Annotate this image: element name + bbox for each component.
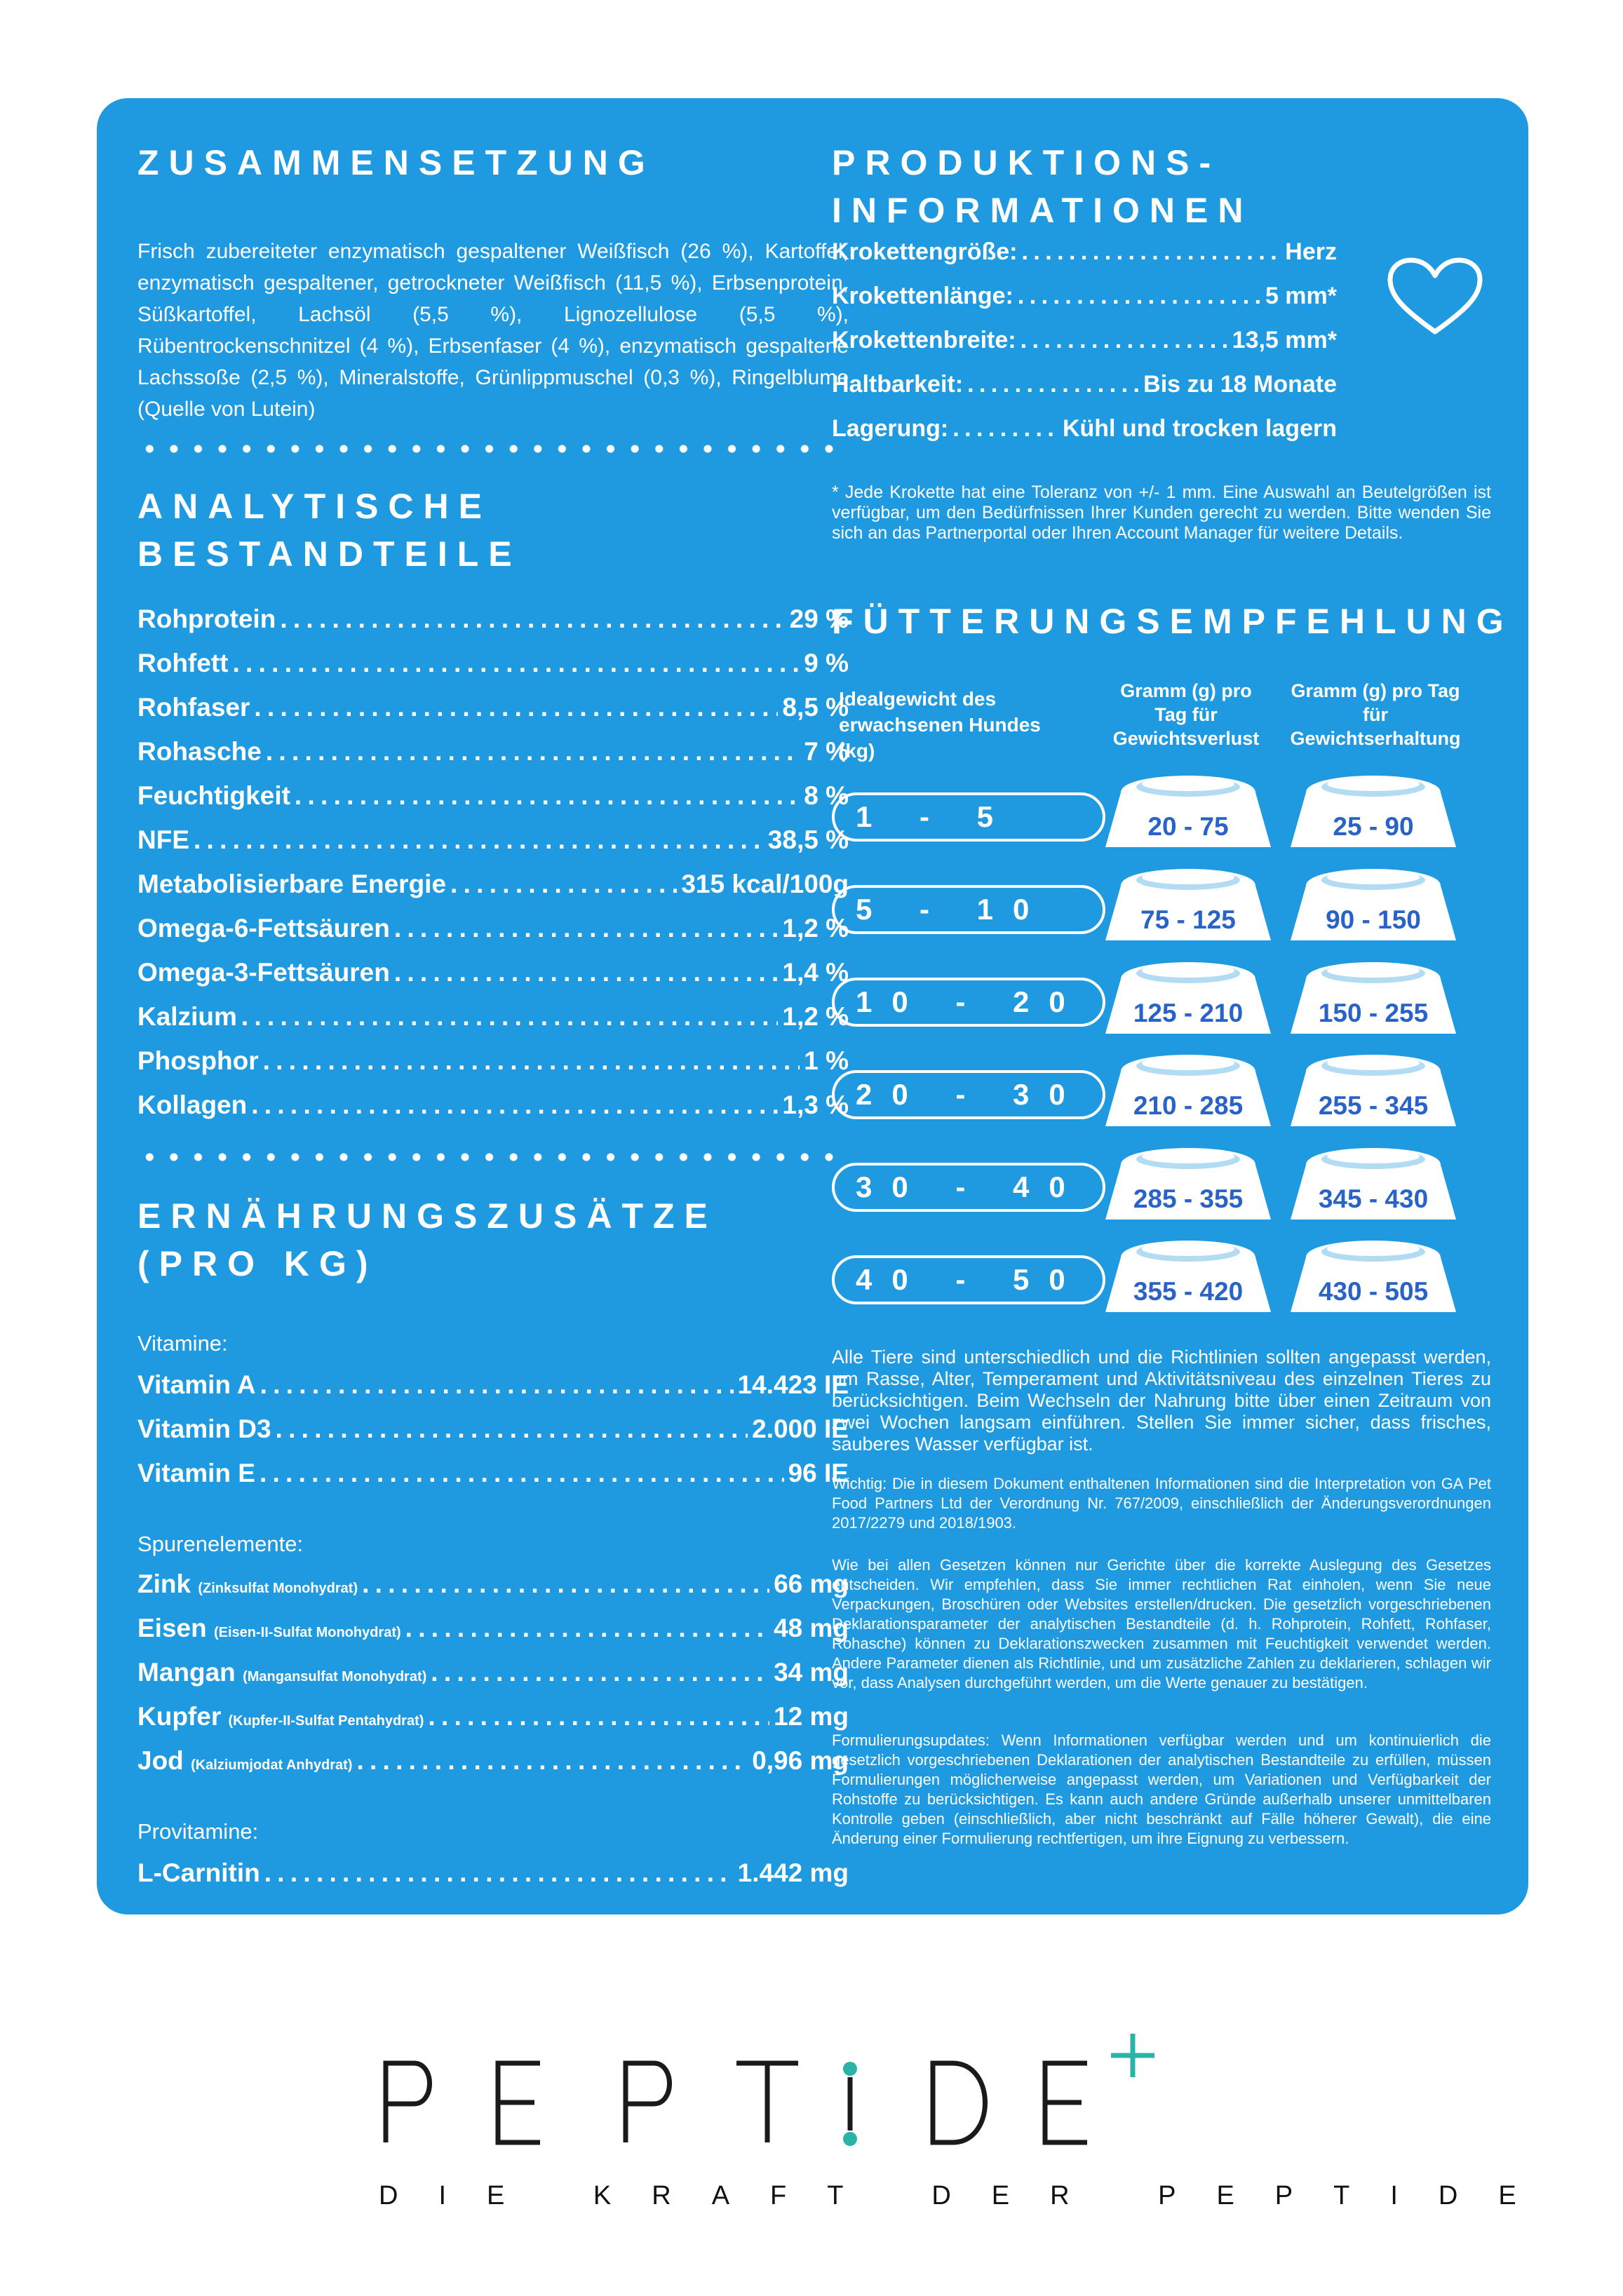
bowl-icon xyxy=(1105,859,1271,942)
bowl-icon xyxy=(1291,766,1456,849)
analytical-label: Kalzium xyxy=(137,1002,237,1031)
provitamin-label: L-Carnitin xyxy=(137,1858,260,1887)
trace-note: (Zinksulfat Monohydrat) xyxy=(198,1581,358,1596)
feeding-weight: 10 - 20 xyxy=(856,985,1085,1018)
trace-name: Kupfer xyxy=(137,1702,222,1731)
analytical-label: Kollagen xyxy=(137,1090,248,1119)
production-label: Haltbarkeit: xyxy=(832,371,964,398)
trace-note: (Kupfer-II-Sulfat Pentahydrat) xyxy=(228,1713,424,1729)
analytical-row xyxy=(137,737,849,772)
trace-label xyxy=(137,1658,426,1687)
production-label: Krokettenbreite: xyxy=(832,327,1016,353)
production-value: 5 mm* xyxy=(1265,283,1337,309)
feeding-note: Alle Tiere sind unterschiedlich und die Richtlinien sollten angepasst werden, um Rasse, Alter, Temperament und Aktivitätsniveau des einzelnen Tieres zu berücksichtigen. Beim Wechseln der Nahrung bitte über einen Zeitraum von zwei Wochen langsam einführen. Stellen Sie immer sicher, dass frisches, sauberes Wasser verfügbar ist. xyxy=(832,1346,1491,1454)
feeding-col-weight: Idealgewicht des erwachsenen Hundes (kg) xyxy=(839,688,1041,762)
feeding-maintain: 90 - 150 xyxy=(1326,905,1421,934)
additives-title xyxy=(137,1192,718,1288)
trace-row xyxy=(137,1746,849,1781)
feeding-loss: 285 - 355 xyxy=(1133,1184,1244,1213)
analytical-value: 9 % xyxy=(804,649,849,677)
analytical-label: Phosphor xyxy=(137,1046,259,1075)
brand-tagline: DIE KRAFT DER PEPTIDE xyxy=(379,2181,1557,2210)
bowl-icon xyxy=(1291,1138,1456,1221)
production-value: Bis zu 18 Monate xyxy=(1143,371,1337,398)
feeding-weight: 20 - 30 xyxy=(856,1078,1085,1111)
analytical-row xyxy=(137,1002,849,1037)
production-label: Krokettenlänge: xyxy=(832,283,1013,309)
analytical-label: Rohasche xyxy=(137,737,262,766)
bowl-icon xyxy=(1105,1231,1271,1314)
feeding-title: FÜTTERUNGSEMPFEHLUNG xyxy=(832,602,1514,641)
feeding-col-loss: Gramm (g) pro Tag für Gewichtsverlust xyxy=(1112,680,1260,749)
trace-label xyxy=(137,1702,424,1731)
peptide-logo xyxy=(379,2034,1248,2146)
feeding-loss: 75 - 125 xyxy=(1140,905,1236,934)
analytical-value: 1,3 % xyxy=(782,1090,849,1119)
trace-value: 48 mg xyxy=(774,1614,849,1642)
production-row xyxy=(832,415,1337,450)
analytical-value: 1 % xyxy=(804,1046,849,1075)
analytical-value: 315 kcal/100g xyxy=(681,870,849,898)
trace-value: 34 mg xyxy=(774,1658,849,1687)
analytical-label: Rohfett xyxy=(137,649,229,677)
analytical-label: Feuchtigkeit xyxy=(137,781,290,810)
production-label: Lagerung: xyxy=(832,415,949,442)
trace-label xyxy=(137,1569,358,1599)
additives-title-line2: (PRO KG) xyxy=(137,1244,378,1283)
feeding-weight: 1 - 5 xyxy=(856,800,1013,833)
feeding-loss: 355 - 420 xyxy=(1133,1277,1244,1306)
trace-name: Mangan xyxy=(137,1658,236,1687)
analytical-label: Metabolisierbare Energie xyxy=(137,870,447,898)
trace-name: Eisen xyxy=(137,1614,207,1642)
vitamin-label: Vitamin E xyxy=(137,1459,255,1487)
production-row xyxy=(832,371,1337,406)
composition-title: ZUSAMMENSETZUNG xyxy=(137,143,655,182)
analytical-title-line2: BESTANDTEILE xyxy=(137,534,522,574)
vitamin-value: 14.423 IE xyxy=(737,1370,849,1399)
analytical-title xyxy=(137,482,522,578)
trace-row xyxy=(137,1569,849,1605)
trace-row xyxy=(137,1702,849,1737)
feeding-weight: 5 - 10 xyxy=(856,893,1049,926)
analytical-label: NFE xyxy=(137,825,189,854)
feeding-col-maintain: Gramm (g) pro Tag für Gewichtserhaltung xyxy=(1290,680,1461,749)
trace-row xyxy=(137,1614,849,1649)
trace-heading: Spurenelemente: xyxy=(137,1532,304,1556)
analytical-label: Omega-3-Fettsäuren xyxy=(137,958,390,987)
analytical-row xyxy=(137,1090,849,1126)
vitamin-value: 2.000 IE xyxy=(752,1414,849,1443)
vitamin-value: 96 IE xyxy=(788,1459,849,1487)
bowl-icon xyxy=(1105,952,1271,1035)
analytical-value: 29 % xyxy=(789,605,849,633)
feeding-loss: 125 - 210 xyxy=(1133,999,1244,1027)
production-value: 13,5 mm* xyxy=(1232,327,1337,353)
legal-note: Wichtig: Die in diesem Dokument enthaltenen Informationen sind die Interpretation von GA Pet Food Partners Ltd der Verordnung Nr. 767/2009, einschließlich der Änderungsverordnungen 2017/2279 und 2018/1903. xyxy=(832,1475,1491,1532)
info-panel xyxy=(97,98,1528,1915)
trace-note: (Mangansulfat Monohydrat) xyxy=(243,1669,427,1684)
divider xyxy=(137,1153,849,1161)
feeding-maintain: 255 - 345 xyxy=(1318,1091,1429,1120)
production-value: Herz xyxy=(1285,238,1337,265)
trace-name: Jod xyxy=(137,1746,184,1775)
feeding-weight-pill xyxy=(832,978,1105,1027)
feeding-loss: 20 - 75 xyxy=(1147,812,1229,841)
trace-value: 66 mg xyxy=(774,1569,849,1598)
analytical-value: 1,2 % xyxy=(782,914,849,943)
feeding-maintain: 430 - 505 xyxy=(1318,1277,1429,1306)
feeding-weight-pill xyxy=(832,885,1105,934)
provitamins-heading: Provitamine: xyxy=(137,1819,259,1844)
trace-value: 0,96 mg xyxy=(752,1746,849,1775)
vitamin-row xyxy=(137,1459,849,1494)
analytical-row xyxy=(137,781,849,816)
trace-value: 12 mg xyxy=(774,1702,849,1731)
vitamins-heading: Vitamine: xyxy=(137,1331,228,1356)
production-title-line1: PRODUKTIONS- xyxy=(832,143,1221,182)
feeding-maintain: 345 - 430 xyxy=(1318,1184,1429,1213)
analytical-label: Omega-6-Fettsäuren xyxy=(137,914,390,943)
trace-note: (Kalziumjodat Anhydrat) xyxy=(191,1757,353,1773)
production-title xyxy=(832,139,1253,234)
production-footnote: * Jede Krokette hat eine Toleranz von +/- 1 mm. Eine Auswahl an Beutelgrößen ist verfügbar, um den Bedürfnissen Ihrer Kunden gerecht zu werden. Bitte wenden Sie sich an das Partnerportal oder Ihren Account Manager für weitere Details. xyxy=(832,482,1491,543)
production-row xyxy=(832,238,1337,274)
analytical-row xyxy=(137,914,849,949)
analytical-value: 1,4 % xyxy=(782,958,849,987)
feeding-maintain: 150 - 255 xyxy=(1318,999,1429,1027)
analytical-value: 8 % xyxy=(804,781,849,810)
analytical-row xyxy=(137,825,849,860)
bowl-icon xyxy=(1105,1045,1271,1128)
bowl-icon xyxy=(1291,859,1456,942)
heart-icon xyxy=(1386,256,1484,340)
feeding-weight-pill xyxy=(832,1163,1105,1212)
bowl-icon xyxy=(1291,1045,1456,1128)
analytical-label: Rohprotein xyxy=(137,605,276,633)
analytical-row xyxy=(137,693,849,728)
analytical-value: 38,5 % xyxy=(767,825,849,854)
production-title-line2: INFORMATIONEN xyxy=(832,191,1253,230)
bowl-icon xyxy=(1105,766,1271,849)
trace-label xyxy=(137,1746,352,1776)
production-value: Kühl und trocken lagern xyxy=(1062,415,1337,442)
feeding-weight-pill xyxy=(832,1070,1105,1119)
feeding-loss: 210 - 285 xyxy=(1133,1091,1244,1120)
trace-label xyxy=(137,1614,401,1643)
analytical-title-line1: ANALYTISCHE xyxy=(137,487,492,526)
feeding-weight: 30 - 40 xyxy=(856,1170,1085,1203)
analytical-row xyxy=(137,605,849,640)
vitamin-row xyxy=(137,1414,849,1450)
analytical-value: 8,5 % xyxy=(782,693,849,722)
vitamin-label: Vitamin A xyxy=(137,1370,256,1399)
analytical-row xyxy=(137,649,849,684)
feeding-weight-pill xyxy=(832,792,1105,842)
bowl-icon xyxy=(1105,1138,1271,1221)
trace-row xyxy=(137,1658,849,1693)
legal-note: Formulierungsupdates: Wenn Informationen verfügbar werden und um kontinuierlich die gesetzlich vorgeschriebenen Deklarationen der analytischen Bestandteile zu erfüllen, müssen Formulierungen möglicherweise angepasst werden, um Variationen und Verfügbarkeit der Rohstoffe zu berücksichtigen. Es kann auch andere Gründe außerhalb unserer unmittelbaren Kontrolle geben (einschließlich, aber nicht beschränkt auf Fälle höherer Gewalt), die eine Änderung einer Formulierung rechtfertigen, um ihre Eignung zu verbessern. xyxy=(832,1731,1491,1847)
vitamin-row xyxy=(137,1370,849,1405)
analytical-row xyxy=(137,1046,849,1081)
bowl-icon xyxy=(1291,1231,1456,1314)
production-row xyxy=(832,283,1337,318)
feeding-weight: 40 - 50 xyxy=(856,1263,1085,1296)
trace-note: (Eisen-II-Sulfat Monohydrat) xyxy=(214,1625,401,1640)
provitamin-value: 1.442 mg xyxy=(737,1858,849,1887)
feeding-weight-pill xyxy=(832,1255,1105,1304)
trace-name: Zink xyxy=(137,1569,191,1598)
provitamin-row xyxy=(137,1858,849,1893)
additives-title-line1: ERNÄHRUNGSZUSÄTZE xyxy=(137,1196,718,1236)
legal-note: Wie bei allen Gesetzen können nur Gerichte über die korrekte Auslegung des Gesetzes entscheiden. Wir empfehlen, dass Sie immer rechtlichen Rat einholen, wenn Sie neue Verpackungen, Broschüren oder Websites erstellen/drucken. Die gesetzlich vorgeschriebenen Deklarationsparameter der analytischen Bestandteile (d. h. Rohprotein, Rohfett, Rohfaser, Rohasche) können zu Deklarationszwecken zusammen mit Feuchtigkeit verwendet werden. Andere Parameter dienen als Richtlinie, und um zusätzliche Zahlen zu deklarieren, schlagen wir vor, dass Analysen durchgeführt werden, um die Werte genauer zu bestätigen. xyxy=(832,1556,1491,1691)
composition-text: Frisch zubereiteter enzymatisch gespaltener Weißfisch (26 %), Kartoffel, enzymatisch gespaltener, getrockneter Weißfisch (11,5 %), Erbsenprotein, Süßkartoffel, Lachsöl (5,5 %), Lignozellulose (5,5 %), Rübentrockenschnitzel (4 %), Erbsenfaser (4 %), enzymatisch gespaltene Lachssoße (2,5 %), Mineralstoffe, Grünlippmuschel (0,3 %), Ringelblume (Quelle von Lutein) xyxy=(137,240,849,421)
analytical-value: 1,2 % xyxy=(782,1002,849,1031)
production-label: Krokettengröße: xyxy=(832,238,1018,265)
bowl-icon xyxy=(1291,952,1456,1035)
analytical-label: Rohfaser xyxy=(137,693,250,722)
feeding-maintain: 25 - 90 xyxy=(1333,812,1414,841)
production-row xyxy=(832,327,1337,362)
vitamin-label: Vitamin D3 xyxy=(137,1414,271,1443)
analytical-row xyxy=(137,870,849,905)
analytical-row xyxy=(137,958,849,993)
divider xyxy=(137,445,849,453)
analytical-value: 7 % xyxy=(804,737,849,766)
